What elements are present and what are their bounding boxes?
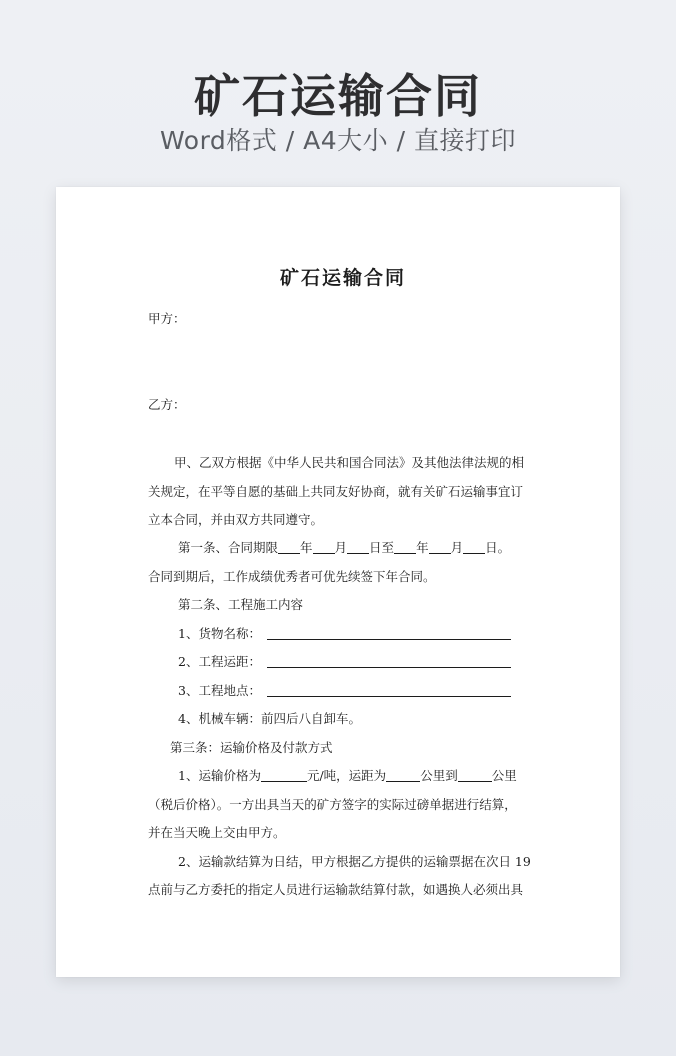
start-month-blank[interactable] xyxy=(313,541,335,554)
day-to-text: 日至 xyxy=(369,540,395,555)
banner-title: 矿石运输合同 xyxy=(194,69,482,123)
price-line-1 xyxy=(178,768,517,784)
article-1-label: 第一条、合同期限 xyxy=(178,540,279,555)
article-1-line-1 xyxy=(178,540,510,556)
price-label: 1、运输价格为 xyxy=(178,768,261,783)
month-text: 月 xyxy=(334,540,348,555)
price-line-3: 并在当天晚上交由甲方。 xyxy=(148,825,286,840)
start-year-blank[interactable] xyxy=(278,541,300,554)
location-label: 3、工程地点： xyxy=(178,683,261,698)
document-page xyxy=(56,187,620,977)
article-3-title: 第三条：运输价格及付款方式 xyxy=(170,740,333,755)
document-title: 矿石运输合同 xyxy=(279,267,406,289)
party-b-label: 乙方： xyxy=(148,397,186,412)
banner-subtitle: Word格式 / A4大小 / 直接打印 xyxy=(160,126,516,155)
intro-line-3: 立本合同，并由双方共同遵守。 xyxy=(148,512,324,527)
article-2-title: 第二条、工程施工内容 xyxy=(178,597,304,612)
end-year-blank[interactable] xyxy=(394,541,416,554)
start-day-blank[interactable] xyxy=(347,541,369,554)
goods-name-label: 1、货物名称： xyxy=(178,626,261,641)
settlement-line-2: 点前与乙方委托的指定人员进行运输款结算付款，如遇换人必须出具 xyxy=(148,882,524,897)
distance-to-blank[interactable] xyxy=(458,769,492,782)
location-blank[interactable] xyxy=(267,684,511,697)
distance-blank[interactable] xyxy=(267,655,511,668)
price-unit-text: 元/吨，运距为 xyxy=(306,768,387,783)
intro-line-1: 甲、乙双方根据《中华人民共和国合同法》及其他法律法规的相 xyxy=(174,455,525,470)
km-text: 公里 xyxy=(491,768,517,783)
item-goods-name xyxy=(178,626,511,642)
distance-label: 2、工程运距： xyxy=(178,654,261,669)
settlement-line-1: 2、运输款结算为日结，甲方根据乙方提供的运输票据在次日 19 xyxy=(178,854,531,869)
day-end-text: 日。 xyxy=(485,540,511,555)
end-day-blank[interactable] xyxy=(463,541,485,554)
end-month-blank[interactable] xyxy=(429,541,451,554)
intro-line-2: 关规定，在平等自愿的基础上共同友好协商，就有关矿石运输事宜订 xyxy=(148,484,524,499)
article-1-line-2: 合同到期后，工作成绩优秀者可优先续签下年合同。 xyxy=(148,569,436,584)
item-location xyxy=(178,683,511,699)
goods-name-blank[interactable] xyxy=(267,627,511,640)
km-to-text: 公里到 xyxy=(420,768,458,783)
year-text: 年 xyxy=(300,540,313,555)
year-text: 年 xyxy=(416,540,429,555)
distance-from-blank[interactable] xyxy=(386,769,420,782)
price-blank[interactable] xyxy=(261,769,307,782)
item-distance xyxy=(178,654,511,670)
item-vehicles: 4、机械车辆：前四后八自卸车。 xyxy=(178,711,361,726)
month-text: 月 xyxy=(450,540,464,555)
price-line-2: （税后价格）。一方出具当天的矿方签字的实际过磅单据进行结算， xyxy=(148,797,517,812)
party-a-label: 甲方： xyxy=(148,311,186,326)
